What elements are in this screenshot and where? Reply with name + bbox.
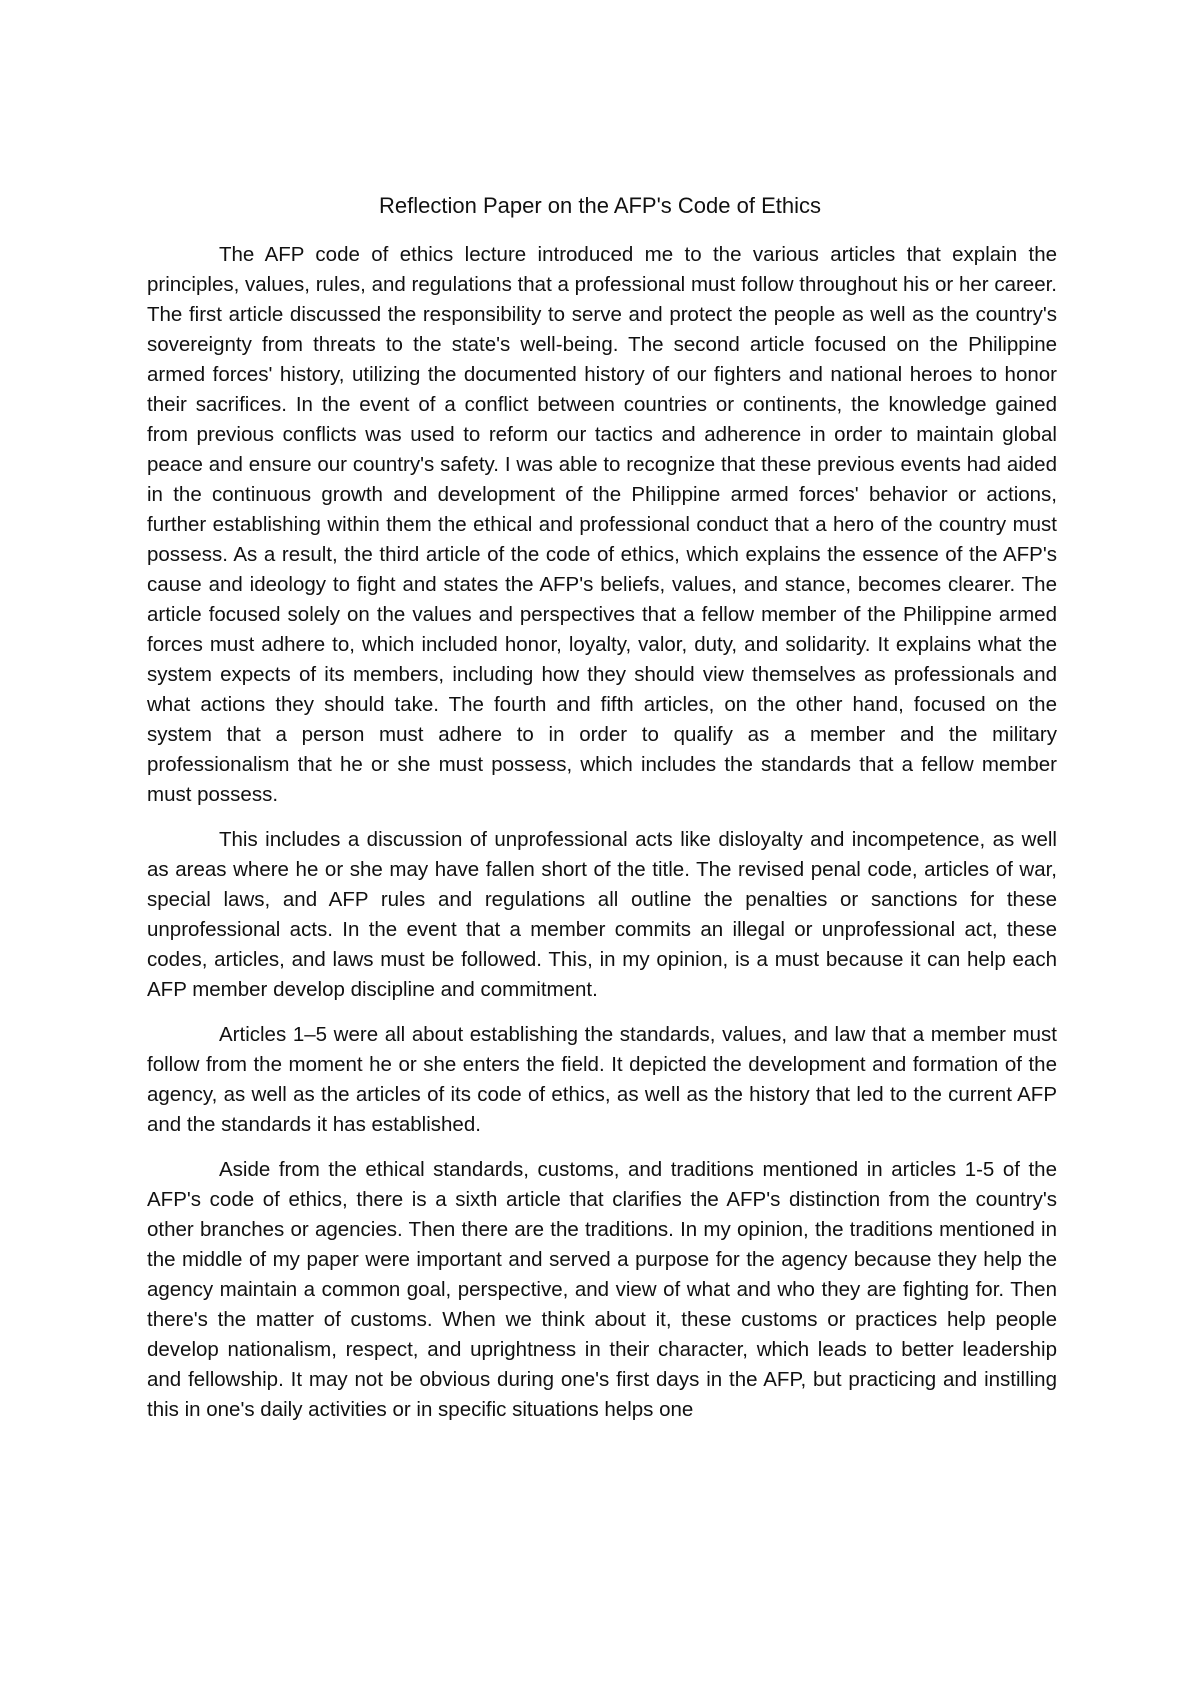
paragraph-2: This includes a discussion of unprofessional acts like disloyalty and incompetence, as well as areas where he or she may have fallen short of the title. The revised penal code, articles of war, special laws, and AFP rules and regulations all outline the penalties or sanctions for these unprofessional acts. In the event that a member commits an illegal or unprofessional act, these codes, articles, and laws must be followed. This, in my opinion, is a must because it can help each AFP member develop discipline and commitment. bbox=[147, 828, 1057, 1001]
document-body bbox=[147, 240, 1057, 1425]
paragraph-3: Articles 1–5 were all about establishing the standards, values, and law that a member must follow from the moment he or she enters the field. It depicted the development and formation of the agency, as well as the articles of its code of ethics, as well as the history that led to the current AFP and the standards it has established. bbox=[147, 1023, 1057, 1136]
paragraph-1: The AFP code of ethics lecture introduced me to the various articles that explain the principles, values, rules, and regulations that a professional must follow throughout his or her career. The first article discussed the responsibility to serve and protect the people as well as the country's sovereignty from threats to the state's well-being. The second article focused on the Philippine armed forces' history, utilizing the documented history of our fighters and national heroes to honor their sacrifices. In the event of a conflict between countries or continents, the knowledge gained from previous conflicts was used to reform our tactics and adherence in order to maintain global peace and ensure our country's safety. I was able to recognize that these previous events had aided in the continuous growth and development of the Philippine armed forces' behavior or actions, further establishing within them the ethical and professional conduct that a hero of the country must possess. As a result, the third article of the code of ethics, which explains the essence of the AFP's cause and ideology to fight and states the AFP's beliefs, values, and stance, becomes clearer. The article focused solely on the values and perspectives that a fellow member of the Philippine armed forces must adhere to, which included honor, loyalty, valor, duty, and solidarity. It explains what the system expects of its members, including how they should view themselves as professionals and what actions they should take. The fourth and fifth articles, on the other hand, focused on the system that a person must adhere to in order to qualify as a member and the military professionalism that he or she must possess, which includes the standards that a fellow member must possess. bbox=[147, 243, 1057, 806]
document-title: Reflection Paper on the AFP's Code of Ethics bbox=[379, 193, 821, 218]
paragraph-4: Aside from the ethical standards, customs, and traditions mentioned in articles 1-5 of the AFP's code of ethics, there is a sixth article that clarifies the AFP's distinction from the country's other branches or agencies. Then there are the traditions. In my opinion, the traditions mentioned in the middle of my paper were important and served a purpose for the agency because they help the agency maintain a common goal, perspective, and view of what and who they are fighting for. Then there's the matter of customs. When we think about it, these customs or practices help people develop nationalism, respect, and uprightness in their character, which leads to better leadership and fellowship. It may not be obvious during one's first days in the AFP, but practicing and instilling this in one's daily activities or in specific situations helps one bbox=[147, 1158, 1057, 1421]
